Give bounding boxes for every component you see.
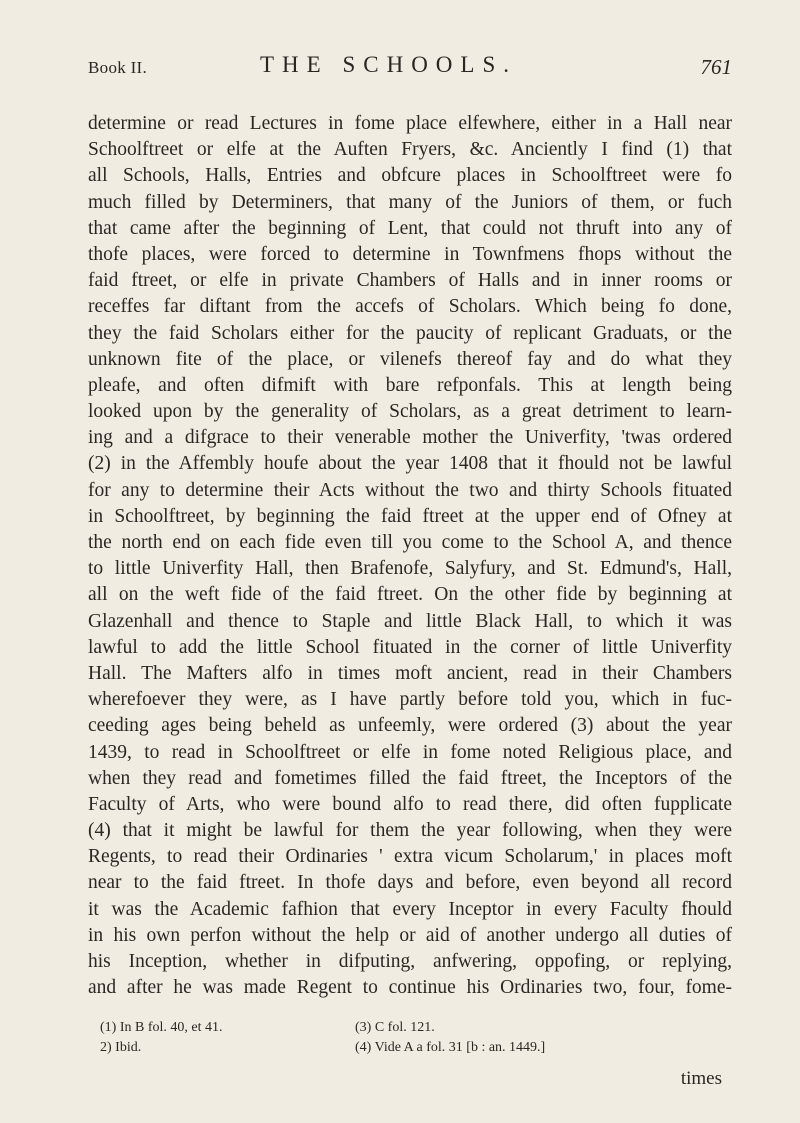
- text-line: and after he was made Regent to continue his Ordinaries two, four, fome-: [88, 977, 732, 999]
- text-line: unknown fite of the place, or vilenefs thereof fay and do what they: [88, 348, 732, 370]
- footnote: 2) Ibid.: [100, 1040, 142, 1055]
- footnote: (1) In B fol. 40, et 41.: [100, 1020, 223, 1035]
- text-line: pleafe, and often difmift with bare refponfals. This at length being: [88, 374, 732, 396]
- text-line: Schoolftreet or elfe at the Auften Fryers, &c. Anciently I find (1) that: [88, 139, 732, 161]
- text-line: lawful to add the little School fituated in the corner of little Univerfity: [88, 636, 732, 658]
- text-line: thofe places, were forced to determine in Townfmens fhops without the: [88, 243, 732, 265]
- text-line: looked upon by the generality of Scholars, as a great detriment to learn-: [88, 401, 732, 423]
- text-line: that came after the beginning of Lent, that could not thruft into any of: [88, 217, 732, 239]
- page-header: [88, 52, 732, 82]
- page-number: 761: [700, 55, 732, 79]
- text-line: wherefoever they were, as I have partly before told you, which in fuc-: [88, 689, 732, 711]
- text-line: in Schoolftreet, by beginning the faid ftreet at the upper end of Ofney at: [88, 505, 732, 527]
- text-line: for any to determine their Acts without the two and thirty Schools fituated: [88, 479, 732, 501]
- text-line: the north end on each fide even till you come to the School A, and thence: [88, 532, 732, 553]
- text-line: in his own perfon without the help or aid of another undergo all duties of: [88, 924, 732, 946]
- text-line: ceeding ages being beheld as unfeemly, were ordered (3) about the year: [88, 715, 732, 737]
- text-line: his Inception, whether in difputing, anfwering, oppofing, or replying,: [88, 951, 732, 972]
- footnotes-left-column: [100, 1018, 300, 1058]
- text-line: receffes far diftant from the accefs of Scholars. Which being fo done,: [88, 296, 732, 318]
- text-line: determine or read Lectures in fome place elfewhere, either in a Hall near: [88, 113, 732, 134]
- text-line: near to the faid ftreet. In thofe days and before, even beyond all record: [88, 872, 732, 894]
- book-section-label: Book II.: [88, 58, 148, 77]
- text-line: ing and a difgrace to their venerable mother the Univerfity, 'twas ordered: [88, 427, 732, 449]
- text-line: Hall. The Mafters alfo in times moft ancient, read in their Chambers: [88, 662, 732, 684]
- text-line: it was the Academic fafhion that every Inceptor in every Faculty fhould: [88, 898, 732, 920]
- text-line: much filled by Determiners, that many of the Juniors of them, or fuch: [88, 191, 732, 213]
- text-line: all Schools, Halls, Entries and obfcure places in Schoolftreet were fo: [88, 165, 732, 187]
- catchword: times: [680, 1068, 722, 1089]
- running-title: THE SCHOOLS.: [260, 52, 518, 77]
- text-line: Regents, to read their Ordinaries ' extra vicum Scholarum,' in places moft: [88, 846, 732, 868]
- text-line: when they read and fometimes filled the faid ftreet, the Inceptors of the: [88, 767, 732, 789]
- body-text: [88, 111, 732, 1001]
- text-line: they the faid Scholars either for the paucity of replicant Graduats, or the: [88, 322, 732, 344]
- footnote: (3) C fol. 121.: [355, 1020, 435, 1035]
- text-line: (4) that it might be lawful for them the year following, when they were: [88, 820, 732, 842]
- footnotes-right-column: [355, 1018, 725, 1058]
- text-line: faid ftreet, or elfe in private Chambers of Halls and in inner rooms or: [88, 270, 732, 292]
- text-line: Faculty of Arts, who were bound alfo to read there, did often fupplicate: [88, 793, 732, 815]
- text-line: to little Univerfity Hall, then Brafenofe, Salyfury, and St. Edmund's, Hall,: [88, 558, 732, 580]
- text-line: (2) in the Affembly houfe about the year 1408 that it fhould not be lawful: [88, 453, 732, 475]
- text-line: all on the weft fide of the faid ftreet. On the other fide by beginning at: [88, 584, 732, 606]
- footnotes: [100, 1018, 720, 1062]
- text-line: 1439, to read in Schoolftreet or elfe in fome noted Religious place, and: [88, 741, 732, 763]
- text-line: Glazenhall and thence to Staple and little Black Hall, to which it was: [88, 610, 732, 632]
- footnote: (4) Vide A a fol. 31 [b : an. 1449.]: [355, 1040, 546, 1055]
